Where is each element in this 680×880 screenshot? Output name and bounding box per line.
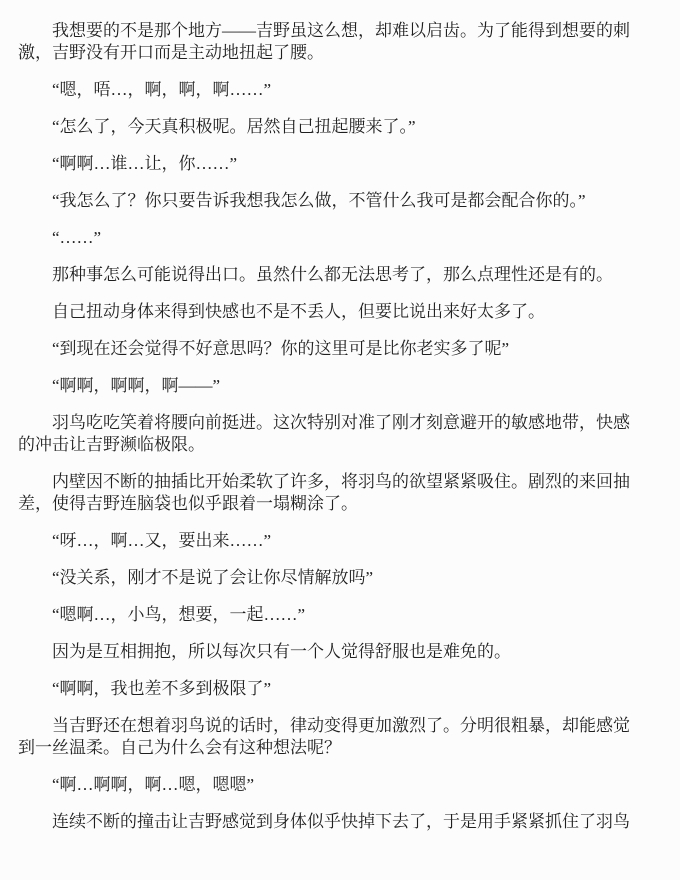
paragraph: “啊啊…谁…让，你……” (52, 154, 238, 173)
paragraph: “到现在还会觉得不好意思吗？你的这里可是比你老实多了呢” (52, 339, 510, 358)
paragraph: 因为是互相拥抱，所以每次只有一个人觉得舒服也是难免的。 (52, 642, 511, 661)
paragraph: “……” (52, 228, 102, 247)
paragraph: 当吉野还在想着羽鸟说的话时，律动变得更加激烈了。分明很粗暴，却能感觉到一丝温柔。自己为什么会有这种想法呢？ (18, 716, 630, 757)
paragraph: “没关系，刚才不是说了会让你尽情解放吗” (52, 568, 374, 587)
paragraph: “啊啊，我也差不多到极限了” (52, 679, 272, 698)
paragraph: “嗯，唔…，啊，啊，啊……” (52, 80, 272, 99)
paragraph: 内壁因不断的抽插比开始柔软了许多，将羽鸟的欲望紧紧吸住。剧烈的来回抽差，使得吉野连脑袋也似乎跟着一塌糊涂了。 (18, 472, 630, 513)
paragraph: “呀…，啊…又，要出来……” (52, 531, 272, 550)
paragraph: “啊…啊啊，啊…嗯，嗯嗯” (52, 775, 255, 794)
paragraph: “嗯啊…，小鸟，想要，一起……” (52, 605, 306, 624)
paragraph: 那种事怎么可能说得出口。虽然什么都无法思考了，那么点理性还是有的。 (52, 265, 613, 284)
paragraph: 自己扭动身体来得到快感也不是不丢人，但要比说出来好太多了。 (52, 302, 545, 321)
paragraph: “啊啊，啊啊，啊——” (52, 376, 221, 395)
paragraph: 羽鸟吃吃笑着将腰向前挺进。这次特别对准了刚才刻意避开的敏感地带，快感的冲击让吉野濒临极限。 (18, 413, 630, 454)
paragraph: 我想要的不是那个地方——吉野虽这么想，却难以启齿。为了能得到想要的刺激，吉野没有开口而是主动地扭起了腰。 (18, 21, 630, 62)
paragraph: “我怎么了？你只要告诉我想我怎么做，不管什么我可是都会配合你的。” (52, 191, 586, 210)
paragraph: 连续不断的撞击让吉野感觉到身体似乎快掉下去了，于是用手紧紧抓住了羽鸟 (52, 812, 630, 831)
paragraph: “怎么了，今天真积极呢。居然自己扭起腰来了。” (52, 117, 416, 136)
